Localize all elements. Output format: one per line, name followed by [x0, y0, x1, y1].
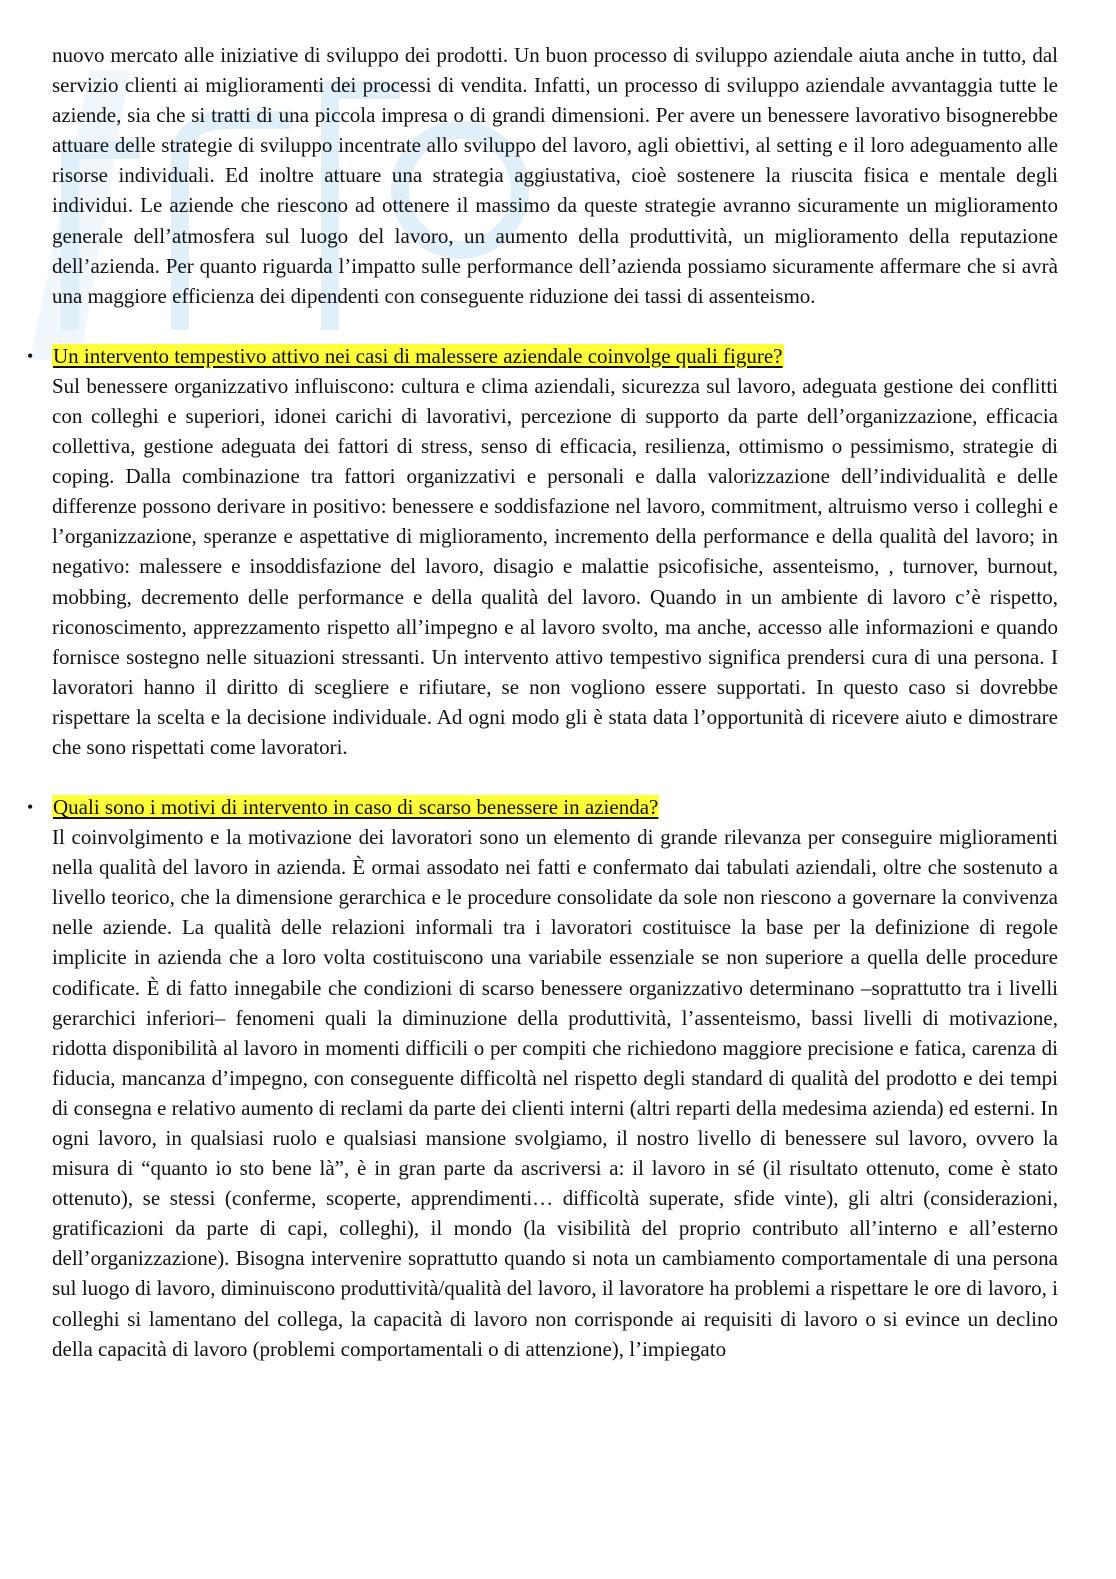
bullet-icon: •: [27, 345, 34, 366]
spacer: [52, 311, 1058, 341]
answer-paragraph: Il coinvolgimento e la motivazione dei lavoratori sono un elemento di grande rilevanza per conseguire miglioramenti nella qualità del lavoro in azienda. È ormai assodato nei fatti e confermato dai tabulati aziendali, oltre che sostenuto a livello teorico, che la dimensione gerarchica e le procedure consolidate da sole non riescono a governare la convivenza nelle aziende. La qualità delle relazioni informali tra i lavoratori costituisce la base per la definizione di regole implicite in azienda che a loro volta costituiscono una variabile essenziale se non superiore a quella delle procedure codificate. È di fatto innegabile che condizioni di scarso benessere organizzativo determinano –soprattutto tra i livelli gerarchici inferiori– fenomeni quali la diminuzione della produttività, l’assenteismo, bassi livelli di motivazione, ridotta disponibilità al lavoro in momenti difficili o per compiti che richiedono maggiore precisione e fatica, carenza di fiducia, mancanza d’impegno, con conseguente difficoltà nel rispetto degli standard di qualità del prodotto e dei tempi di consegna e relativo aumento di reclami da parte dei clienti interni (altri reparti della medesima azienda) ed esterni. In ogni lavoro, in qualsiasi ruolo e qualsiasi mansione svolgiamo, il nostro livello di benessere sul lavoro, ovvero la misura di “quanto io sto bene là”, è in gran parte da ascriversi a: il lavoro in sé (il risultato ottenuto, come è stato ottenuto), se stessi (conferme, scoperte, apprendimenti… difficoltà superate, sfide vinte), gli altri (considerazioni, gratificazioni da parte di capi, colleghi), il mondo (la visibilità del proprio contributo all’interno e all’esterno dell’organizzazione). Bisogna intervenire soprattutto quando si nota un cambiamento comportamentale di una persona sul luogo di lavoro, diminuiscono produttività/qualità del lavoro, il lavoratore ha problemi a rispettare le ore di lavoro, i colleghi si lamentano del collega, la capacità di lavoro non corrisponde ai requisiti di lavoro o si evince un declino della capacità di lavoro (problemi comportamentali o di attenzione), l’impiegato: [52, 825, 1058, 1361]
spacer: [52, 762, 1058, 792]
question-heading: [27, 341, 1058, 371]
document-page: [27, 40, 1058, 1364]
answer-paragraph: Sul benessere organizzativo influiscono: cultura e clima aziendali, sicurezza sul lavoro, adeguata gestione dei conflitti con colleghi e superiori, idonei carichi di lavorativi, percezione di supporto da parte dell’organizzazione, efficacia collettiva, gestione adeguata dei fattori di stress, senso di efficacia, resilienza, ottimismo o pessimismo, strategie di coping. Dalla combinazione tra fattori organizzativi e personali e dalla valorizzazione dell’individualità e delle differenze possono derivare in positivo: benessere e soddisfazione nel lavoro, commitment, altruismo verso i colleghi e l’organizzazione, speranze e aspettative di miglioramento, incremento della performance e della qualità del lavoro; in negativo: malessere e insoddisfazione del lavoro, disagio e malattie psicofisiche, assenteismo, , turnover, burnout, mobbing, decremento delle performance e della qualità del lavoro. Quando in un ambiente di lavoro c’è rispetto, riconoscimento, apprezzamento rispetto all’impegno e al lavoro svolto, ma anche, accesso alle informazioni e quando fornisce sostegno nelle situazioni stressanti. Un intervento attivo tempestivo significa prendersi cura di una persona. I lavoratori hanno il diritto di scegliere e rifiutare, se non vogliono essere supportati. In questo caso si dovrebbe rispettare la scelta e la decisione individuale. Ad ogni modo gli è stata data l’opportunità di ricevere aiuto e dimostrare che sono rispettati come lavoratori.: [52, 373, 1058, 759]
question-text-highlighted: Quali sono i motivi di intervento in caso di scarso benessere in azienda?: [53, 795, 659, 820]
intro-paragraph: nuovo mercato alle iniziative di sviluppo dei prodotti. Un buon processo di sviluppo aziendale aiuta anche in tutto, dal servizio clienti ai miglioramenti dei processi di vendita. Infatti, un processo di sviluppo aziendale avvantaggia tutte le aziende, sia che si tratti di una piccola impresa o di grandi dimensioni. Per avere un benessere lavorativo bisognerebbe attuare delle strategie di sviluppo incentrate allo sviluppo del lavoro, agli obiettivi, al setting e il loro adeguamento alle risorse individuali. Ed inoltre attuare una strategia aggiustativa, cioè sostenere la riuscita fisica e mentale degli individui. Le aziende che riescono ad ottenere il massimo da queste strategie avranno sicuramente un miglioramento generale dell’atmosfera sul luogo del lavoro, un aumento della produttività, un miglioramento della reputazione dell’azienda. Per quanto riguarda l’impatto sulle performance dell’azienda possiamo sicuramente affermare che si avrà una maggiore efficienza dei dipendenti con conseguente riduzione dei tassi di assenteismo.: [52, 43, 1058, 308]
bullet-icon: •: [27, 797, 34, 818]
question-heading: [27, 792, 1058, 822]
question-text-highlighted: Un intervento tempestivo attivo nei casi di malessere aziendale coinvolge quali figure?: [53, 343, 783, 368]
